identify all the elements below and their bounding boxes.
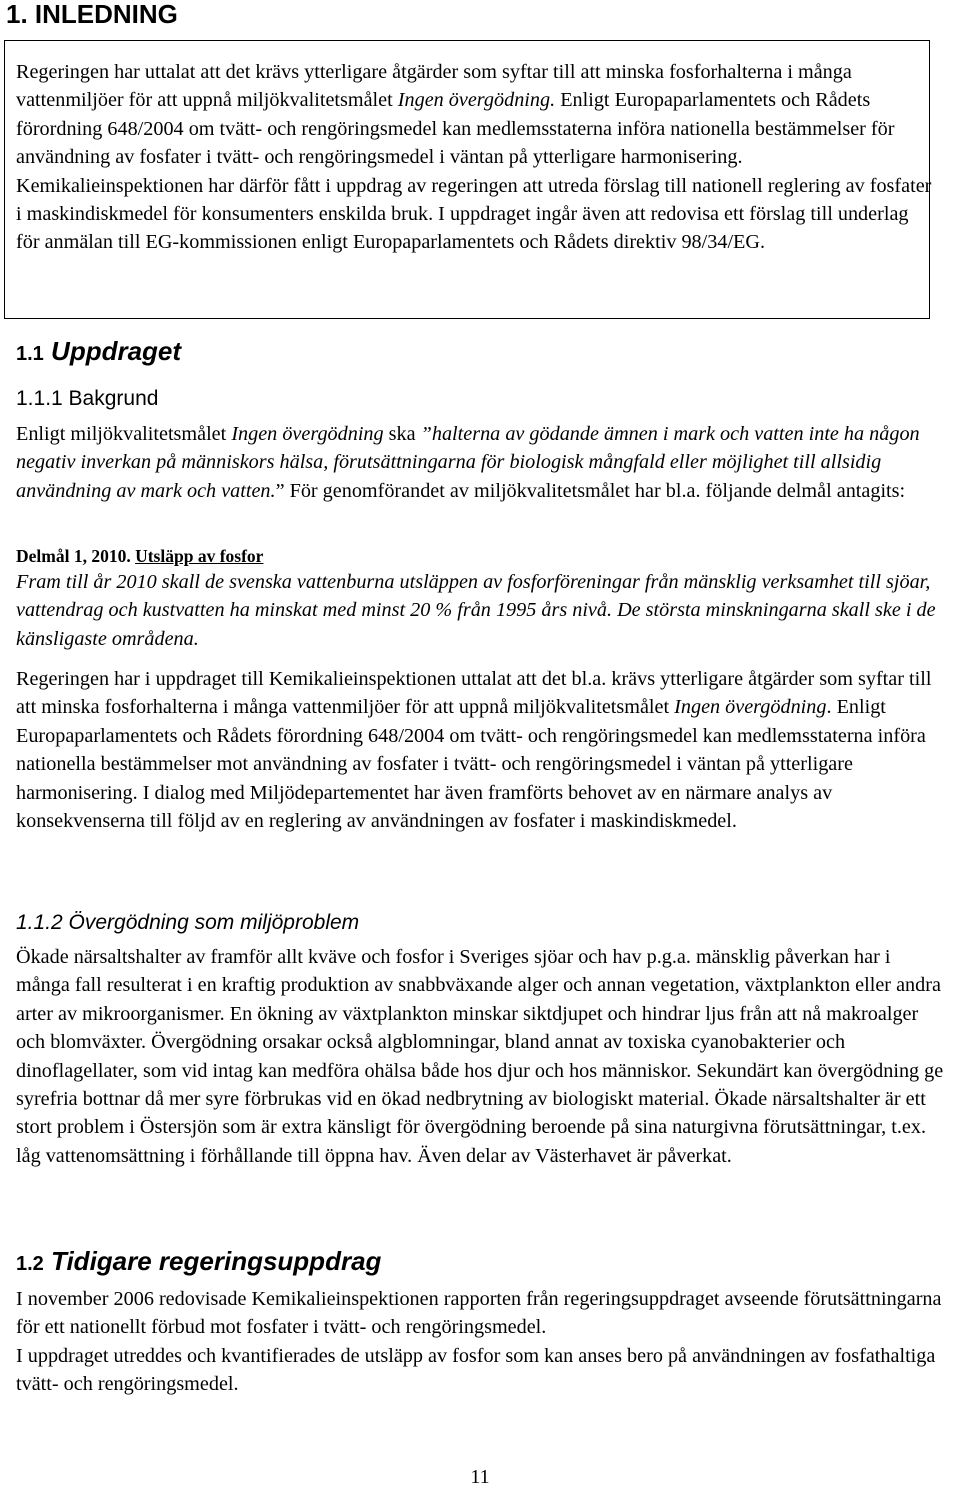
paragraph-miljomal [16, 420, 944, 505]
paragraph-uppdraget: I uppdraget utreddes och kvantifierades de utsläpp av fosfor som kan anses bero på användningen av fosfathaltiga tvätt- och rengöringsmedel. [16, 1345, 936, 1396]
chapter-title: 1. INLEDNING [6, 0, 178, 29]
paragraph-overgodning: Ökade närsaltshalter av framför allt kväve och fosfor i Sveriges sjöar och hav p.g.a. mänsklig påverkan har i många fall resulterat i en kraftig produktion av snabbväxande alger och annan vegetation, växtplankton eller andra arter av mikroorganismer. En ökning av växtplankton minskar siktdjupet och hindrar ljus från att nå makroalger och blomväxter. Övergödning orsakar också algblomningar, bland annat av toxiska cyanobakterier och dinoflagellater, som vid intag kan medföra ohälsa både hos djur och hos människor. Sekundärt kan övergödning ge syrefria bottnar då mer syre förbrukas vid en ökad nedbrytning av biologiskt material. Ökade närsaltshalter är ett stort problem i Östersjön som är extra känsligt för övergödning beroende på sina naturgivna förutsättningar, t.ex. låg vattenomsättning i förhållande till öppna hav. Även delar av Västerhavet är påverkat. [16, 946, 944, 1167]
section-number: 1.1 [16, 343, 44, 365]
text-span-italic: Ingen övergödning [231, 423, 384, 445]
text-span: ” För genomförandet av miljökvalitetsmålet har bl.a. följande delmål antagits: [275, 479, 906, 502]
intro-text-italic: Ingen övergödning. [397, 89, 556, 112]
delmal-heading [16, 544, 263, 568]
subsection-heading-bakgrund: 1.1.1 Bakgrund [16, 387, 159, 410]
section-title: Tidigare regeringsuppdrag [51, 1246, 382, 1276]
text-span-italic: Ingen övergödning [674, 696, 827, 719]
subsection-heading-overgodning: 1.1.2 Övergödning som miljöproblem [16, 911, 360, 934]
delmal-title: Utsläpp av fosfor [135, 546, 264, 566]
text-span: . Enligt Europaparlamentets och Rådets förordning 648/2004 om tvätt- och rengöringsmedel kan medlemsstaterna införa nationella bestämmelser mot användning av fosfater i tvätt- och rengöringsmedel i väntan på ytterligare harmonisering. I dialog med Miljödepartementet har även framförts behovet av en närmare analys av konsekvenserna till följd av en reglering av användningen av fosfater i maskindiskmedel. [16, 696, 926, 833]
delmal-label: Delmål 1, 2010. [16, 546, 131, 566]
page-number: 11 [470, 1466, 490, 1488]
section-heading-1-2 [16, 1245, 381, 1280]
text-span: ska [383, 423, 421, 445]
intro-text-1: Regeringen har uttalat att det krävs ytterligare åtgärder som syftar till att minska fosforhalterna i många vattenmiljöer för att uppnå miljökvalitetsmålet [16, 61, 852, 112]
section-heading-1-1 [16, 335, 181, 370]
delmal-text: Fram till år 2010 skall de svenska vattenburna utsläppen av fosforföreningar från mänsklig verksamhet till sjöar, vattendrag och kustvatten ha minskat med minst 20 % från 1995 års nivå. De största minskningarna skall ske i de känsligaste områdena. [16, 571, 936, 650]
intro-text-2: Enligt Europaparlamentets och Rådets förordning 648/2004 om tvätt- och rengöringsmedel kan medlemsstaterna införa nationella bestämmelser för användning av fosfater i tvätt- och rengöringsmedel i väntan på ytterligare harmonisering. Kemikalieinspektionen har därför fått i uppdrag av regeringen att utreda förslag till nationell reglering av fosfater i maskindiskmedel för konsumenters enskilda bruk. I uppdraget ingår även att redovisa ett förslag till underlag för anmälan till EG-kommissionen enligt Europaparlamentets och Rådets direktiv 98/34/EG. [16, 89, 932, 254]
text-span: Regeringen har i uppdraget till Kemikalieinspektionen uttalat att det bl.a. krävs ytterligare åtgärder som syftar till att minska fosforhalterna i många vattenmiljöer för att uppnå miljökvalitetsmålet [16, 668, 932, 719]
section-number: 1.2 [16, 1253, 44, 1275]
text-span: Enligt miljökvalitetsmålet [16, 423, 232, 445]
intro-box-text [16, 58, 934, 257]
section-title: Uppdraget [51, 336, 182, 366]
paragraph-november-2006: I november 2006 redovisade Kemikalieinspektionen rapporten från regeringsuppdraget avseende förutsättningarna för ett nationellt förbud mot fosfater i tvätt- och rengöringsmedel. [16, 1288, 942, 1339]
paragraph-regeringen [16, 665, 944, 835]
quote-italic: ”halterna av gödande ämnen i mark och vatten inte ha någon negativ inverkan på människors hälsa, förutsättningarna för biologisk mångfald eller möjlighet till allsidig användning av mark och vatten. [16, 423, 920, 502]
